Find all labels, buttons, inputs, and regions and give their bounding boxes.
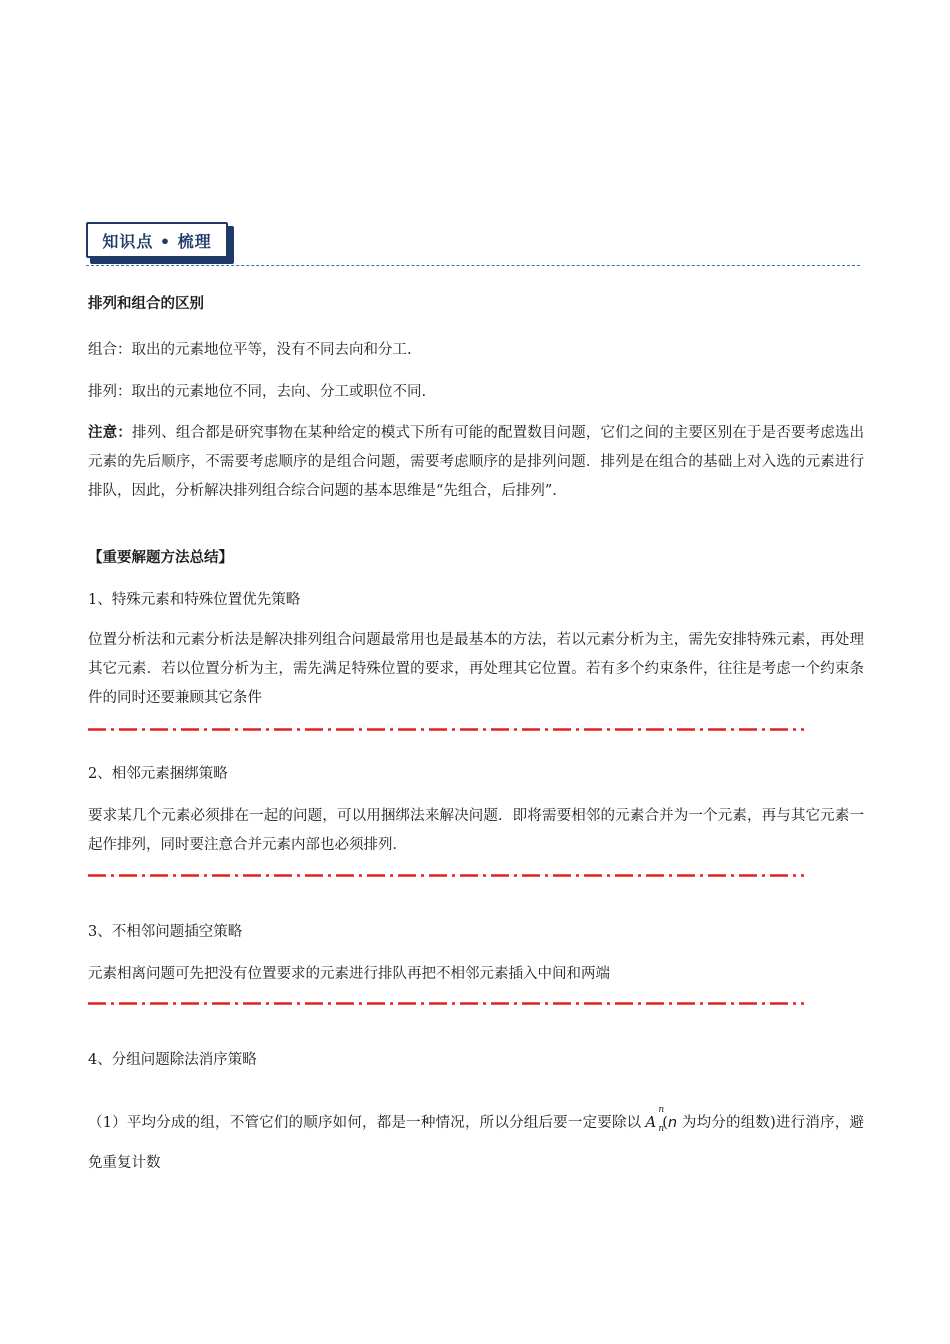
method4-item1 (88, 1102, 864, 1183)
section-tab (86, 222, 236, 266)
method2-title: 2、相邻元素捆绑策略 (88, 766, 228, 782)
method4-title: 4、分组问题除法消序策略 (88, 1052, 257, 1068)
method4-var-n: n (667, 1115, 678, 1131)
method4-item1-after: 为均分的组数)进行消序，避免重复计数 (88, 1115, 864, 1171)
para-permutation: 排列：取出的元素地位不同，去向、分工或职位不同. (88, 384, 427, 400)
para-combination: 组合：取出的元素地位平等，没有不同去向和分工. (88, 342, 412, 358)
heading-difference: 排列和组合的区别 (88, 296, 204, 312)
note-text: 排列、组合都是研究事物在某种给定的模式下所有可能的配置数目问题，它们之间的主要区别在于是否要考虑选出元素的先后顺序，不需要考虑顺序的是组合问题，需要考虑顺序的是排列问题．排列是在组合的基础上对入选的元素进行排队，因此，分析解决排列组合综合问题的基本思维是“先组合，后排列”． (88, 425, 865, 499)
separator-line (88, 728, 804, 731)
section-tab-label: 知识点 • 梳理 (86, 222, 228, 258)
formula-anm (645, 1102, 665, 1142)
note-label: 注意： (88, 424, 132, 441)
formula-sub: n (658, 1124, 665, 1134)
heading-methods: 【重要解题方法总结】 (88, 550, 233, 566)
method3-text: 元素相离问题可先把没有位置要求的元素进行排队再把不相邻元素插入中间和两端 (88, 966, 610, 982)
separator-line (88, 1002, 804, 1005)
section-divider (86, 265, 860, 266)
method1-text: 位置分析法和元素分析法是解决排列组合问题最常用也是最基本的方法，若以元素分析为主，需先安排特殊元素，再处理其它元素．若以位置分析为主，需先满足特殊位置的要求，再处理其它位置。若有多个约束条件，往往是考虑一个约束条件的同时还要兼顾其它条件 (88, 632, 864, 706)
method4-paren-open: ( (662, 1115, 668, 1131)
para-note (88, 418, 864, 506)
formula-sup: n (658, 1105, 665, 1115)
method1-title: 1、特殊元素和特殊位置优先策略 (88, 592, 301, 608)
method2-text: 要求某几个元素必须排在一起的问题，可以用捆绑法来解决问题．即将需要相邻的元素合并为一个元素，再与其它元素一起作排列，同时要注意合并元素内部也必须排列． (88, 808, 864, 853)
method3-title: 3、不相邻问题插空策略 (88, 924, 243, 940)
separator-line (88, 874, 804, 877)
method4-item1-before: （1）平均分成的组，不管它们的顺序如何，都是一种情况，所以分组后要一定要除以 (88, 1115, 642, 1131)
formula-base: A (645, 1113, 657, 1131)
